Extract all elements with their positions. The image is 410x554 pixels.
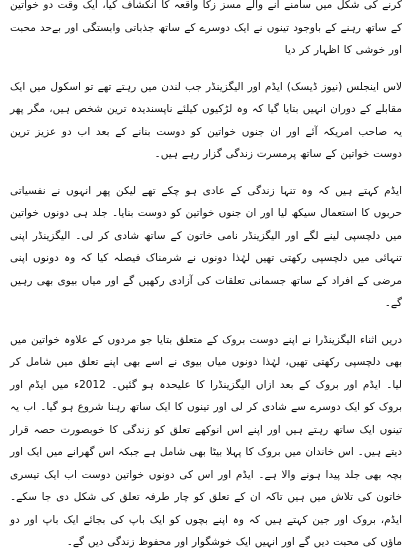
article-paragraph-2: لاس اینجلس (نیوز ڈیسک) ایڈم اور الیگزینڈر جب لندن میں رہتے تھے تو اسکول میں ایک مقابلے کے دوران انہیں بتایا گیا کہ وہ لڑکیوں کیلئے ناپسندیدہ ترین شخص ہیں، مگر پھر یہ صاحب امریکہ آئے اور ان جنوں خواتین کو دوست بنانے کے بعد اب دو عزیز ترین دوست خواتین کے ساتھ پرمسرت زندگی گزار رہے ہیں۔ (10, 80, 402, 160)
article-paragraph-3: ایڈم کہتے ہیں کہ وہ تنہا زندگی کے عادی ہو چکے تھے لیکن پھر انہوں نے نفسیاتی حربوں کا استعمال سیکھ لیا اور ان جنوں خواتین کو دوست بنایا۔ جلد ہی دونوں خواتین میں دلچسپی لینے لگے اور الیگزینڈر نامی خاتون کے ساتھ شادی کر لی۔ الیگزینڈر اپنی تنہائی میں دلچسپی رکھتی تھیں لہٰذا دونوں نے شرمناک فیصلہ کیا کہ وہ دونوں اپنی مرضی کے افراد کے ساتھ جسمانی تعلقات کی آزادی رکھیں گے اور میاں بیوی بھی رہیں گے۔ (10, 184, 402, 309)
article-paragraph-1: کرنے کی شکل میں سامنے آنے والے مسز زکا واقعہ کا انکشاف کیا، ایک وقت دو خواتین کے ساتھ رہنے کے باوجود تینوں نے ایک دوسرے کے ساتھ جذباتی وابستگی اور بےحد محبت اور خوشی کا اظہار کر دیا (10, 0, 402, 56)
article-paragraph-4: دریں اثناء الیگزینڈرا نے اپنے دوست بروک کے متعلق بتایا جو مردوں کے علاوہ خواتین میں بھی دلچسپی رکھتی تھیں، لہٰذا دونوں میاں بیوی نے اسے بھی اپنے تعلق میں شامل کر لیا۔ ایڈم اور بروک کے بعد ازاں الیگزینڈرا کا علیحدہ ہو گئیں۔ 2012ء میں ایڈم اور بروک کو ایک دوسرے سے شادی کر لی اور تینوں کا ایک ساتھ رہنا شروع ہو گیا۔ اب یہ تینوں ایک ساتھ رہتے ہیں اور اپنے اس انوکھے تعلق کو زندگی کا خوبصورت حصہ قرار دیتے ہیں۔ اس خاندان میں بروک کا پہلا بیٹا بھی شامل ہے جبکہ اس گھرانے میں ایک اور بچہ بھی جلد پیدا ہونے والا ہے۔ ایڈم اور اس کی دونوں خواتین دوست اب ایک تیسری خاتون کی تلاش میں ہیں تاکہ ان کے تعلق کو چار طرفہ تعلق کی شکل دی جا سکے۔ ایڈم، بروک اور جین کہتے ہیں کہ وہ اپنے بچوں کو ایک باپ کی بجائے ایک باپ اور دو ماؤں کی محبت دیں گے اور انہیں ایک خوشگوار اور محفوظ زندگی دیں گے۔ (10, 333, 402, 548)
article-body (10, 0, 402, 554)
